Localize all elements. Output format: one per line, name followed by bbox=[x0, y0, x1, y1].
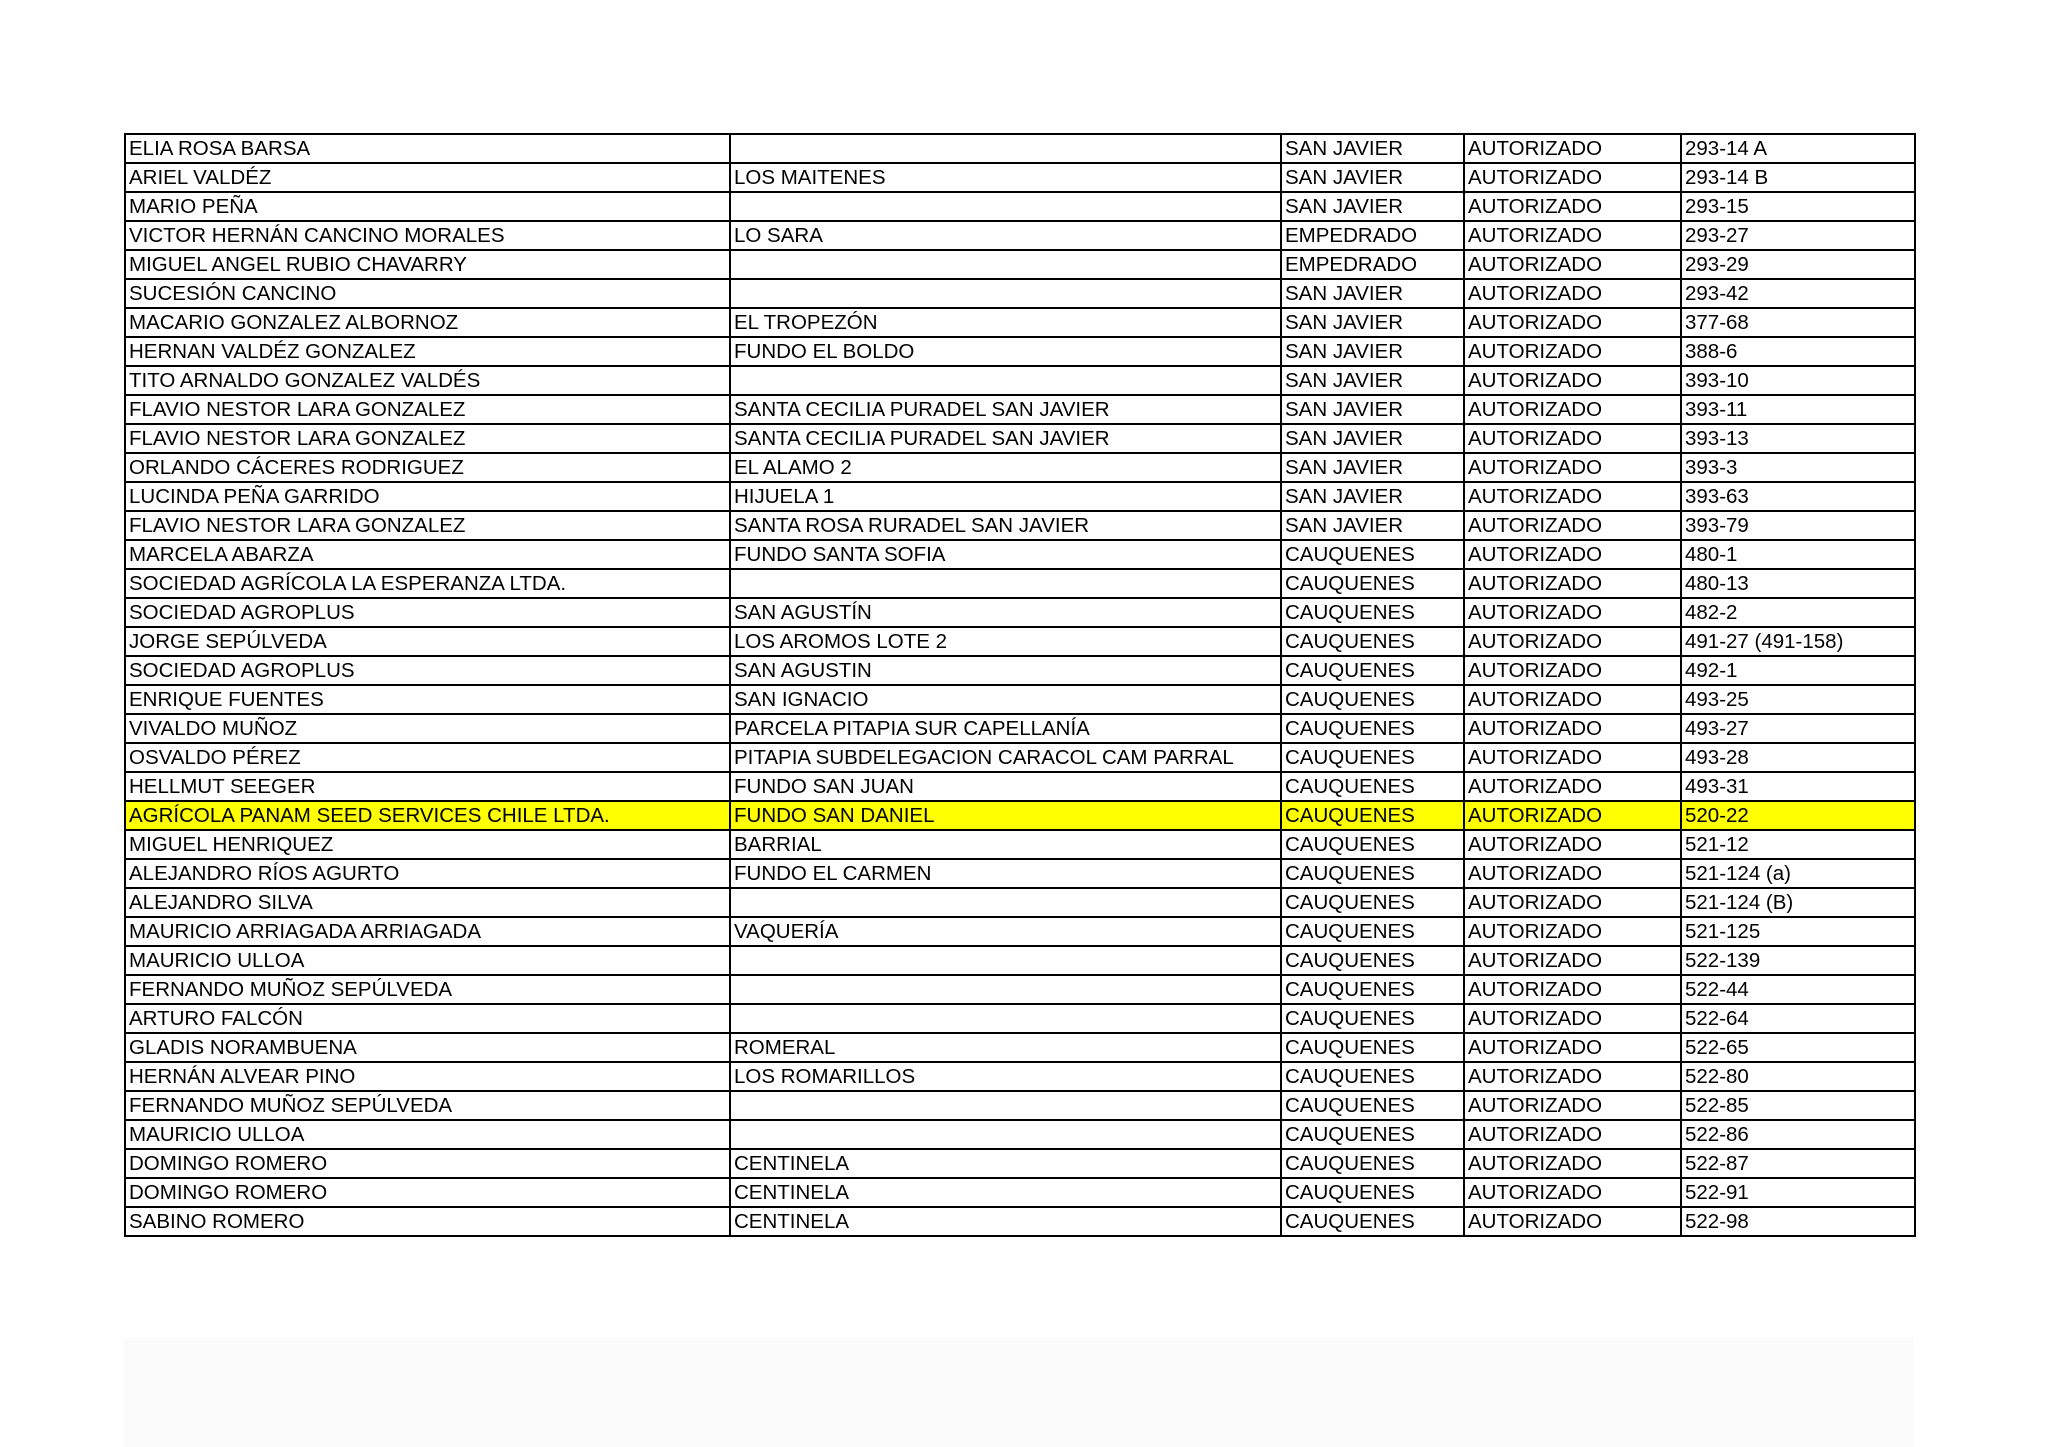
property-name-cell: VAQUERÍA bbox=[730, 917, 1281, 946]
commune-cell: CAUQUENES bbox=[1281, 1120, 1464, 1149]
owner-name-cell: DOMINGO ROMERO bbox=[125, 1149, 730, 1178]
table-row bbox=[125, 656, 1915, 685]
commune-cell: CAUQUENES bbox=[1281, 1178, 1464, 1207]
status-cell: AUTORIZADO bbox=[1464, 134, 1681, 163]
registry-table bbox=[124, 133, 1916, 1237]
owner-name-cell: DOMINGO ROMERO bbox=[125, 1178, 730, 1207]
status-cell: AUTORIZADO bbox=[1464, 1062, 1681, 1091]
owner-name-cell: VIVALDO MUÑOZ bbox=[125, 714, 730, 743]
status-cell: AUTORIZADO bbox=[1464, 975, 1681, 1004]
table-row bbox=[125, 221, 1915, 250]
status-cell: AUTORIZADO bbox=[1464, 656, 1681, 685]
status-cell: AUTORIZADO bbox=[1464, 801, 1681, 830]
commune-cell: CAUQUENES bbox=[1281, 1149, 1464, 1178]
commune-cell: CAUQUENES bbox=[1281, 1033, 1464, 1062]
table-row bbox=[125, 888, 1915, 917]
owner-name-cell: JORGE SEPÚLVEDA bbox=[125, 627, 730, 656]
status-cell: AUTORIZADO bbox=[1464, 685, 1681, 714]
table-row bbox=[125, 685, 1915, 714]
commune-cell: CAUQUENES bbox=[1281, 946, 1464, 975]
property-name-cell: SAN AGUSTÍN bbox=[730, 598, 1281, 627]
table-row bbox=[125, 598, 1915, 627]
record-id-cell: 480-13 bbox=[1681, 569, 1915, 598]
record-id-cell: 493-27 bbox=[1681, 714, 1915, 743]
table-row bbox=[125, 192, 1915, 221]
property-name-cell: CENTINELA bbox=[730, 1149, 1281, 1178]
status-cell: AUTORIZADO bbox=[1464, 627, 1681, 656]
property-name-cell bbox=[730, 192, 1281, 221]
commune-cell: CAUQUENES bbox=[1281, 975, 1464, 1004]
commune-cell: EMPEDRADO bbox=[1281, 221, 1464, 250]
property-name-cell: EL TROPEZÓN bbox=[730, 308, 1281, 337]
property-name-cell: ROMERAL bbox=[730, 1033, 1281, 1062]
status-cell: AUTORIZADO bbox=[1464, 598, 1681, 627]
property-name-cell: PARCELA PITAPIA SUR CAPELLANÍA bbox=[730, 714, 1281, 743]
status-cell: AUTORIZADO bbox=[1464, 830, 1681, 859]
commune-cell: CAUQUENES bbox=[1281, 830, 1464, 859]
commune-cell: SAN JAVIER bbox=[1281, 424, 1464, 453]
table-row bbox=[125, 1178, 1915, 1207]
commune-cell: CAUQUENES bbox=[1281, 1004, 1464, 1033]
record-id-cell: 522-86 bbox=[1681, 1120, 1915, 1149]
table-row bbox=[125, 1149, 1915, 1178]
commune-cell: SAN JAVIER bbox=[1281, 134, 1464, 163]
record-id-cell: 522-65 bbox=[1681, 1033, 1915, 1062]
record-id-cell: 493-25 bbox=[1681, 685, 1915, 714]
status-cell: AUTORIZADO bbox=[1464, 511, 1681, 540]
status-cell: AUTORIZADO bbox=[1464, 743, 1681, 772]
table-row bbox=[125, 859, 1915, 888]
owner-name-cell: MIGUEL ANGEL RUBIO CHAVARRY bbox=[125, 250, 730, 279]
table-row bbox=[125, 337, 1915, 366]
status-cell: AUTORIZADO bbox=[1464, 250, 1681, 279]
commune-cell: CAUQUENES bbox=[1281, 598, 1464, 627]
owner-name-cell: AGRÍCOLA PANAM SEED SERVICES CHILE LTDA. bbox=[125, 801, 730, 830]
property-name-cell: BARRIAL bbox=[730, 830, 1281, 859]
page-bottom-shade bbox=[124, 1337, 1914, 1447]
record-id-cell: 393-3 bbox=[1681, 453, 1915, 482]
property-name-cell bbox=[730, 1091, 1281, 1120]
status-cell: AUTORIZADO bbox=[1464, 482, 1681, 511]
property-name-cell: LOS AROMOS LOTE 2 bbox=[730, 627, 1281, 656]
owner-name-cell: MARIO PEÑA bbox=[125, 192, 730, 221]
record-id-cell: 522-64 bbox=[1681, 1004, 1915, 1033]
owner-name-cell: HELLMUT SEEGER bbox=[125, 772, 730, 801]
table-row bbox=[125, 1120, 1915, 1149]
commune-cell: CAUQUENES bbox=[1281, 801, 1464, 830]
table-row bbox=[125, 279, 1915, 308]
status-cell: AUTORIZADO bbox=[1464, 279, 1681, 308]
owner-name-cell: LUCINDA PEÑA GARRIDO bbox=[125, 482, 730, 511]
property-name-cell: SANTA CECILIA PURADEL SAN JAVIER bbox=[730, 424, 1281, 453]
owner-name-cell: FERNANDO MUÑOZ SEPÚLVEDA bbox=[125, 975, 730, 1004]
commune-cell: SAN JAVIER bbox=[1281, 395, 1464, 424]
table-row bbox=[125, 1091, 1915, 1120]
record-id-cell: 493-28 bbox=[1681, 743, 1915, 772]
property-name-cell: FUNDO SANTA SOFIA bbox=[730, 540, 1281, 569]
owner-name-cell: MARCELA ABARZA bbox=[125, 540, 730, 569]
property-name-cell bbox=[730, 134, 1281, 163]
table-row bbox=[125, 250, 1915, 279]
table-row bbox=[125, 1033, 1915, 1062]
table-row bbox=[125, 511, 1915, 540]
record-id-cell: 493-31 bbox=[1681, 772, 1915, 801]
owner-name-cell: MAURICIO ULLOA bbox=[125, 946, 730, 975]
record-id-cell: 393-63 bbox=[1681, 482, 1915, 511]
table-row bbox=[125, 569, 1915, 598]
status-cell: AUTORIZADO bbox=[1464, 163, 1681, 192]
owner-name-cell: MAURICIO ULLOA bbox=[125, 1120, 730, 1149]
table-row bbox=[125, 830, 1915, 859]
property-name-cell: FUNDO SAN DANIEL bbox=[730, 801, 1281, 830]
property-name-cell: FUNDO EL BOLDO bbox=[730, 337, 1281, 366]
table-row bbox=[125, 714, 1915, 743]
owner-name-cell: FLAVIO NESTOR LARA GONZALEZ bbox=[125, 511, 730, 540]
commune-cell: CAUQUENES bbox=[1281, 917, 1464, 946]
property-name-cell bbox=[730, 1004, 1281, 1033]
owner-name-cell: MACARIO GONZALEZ ALBORNOZ bbox=[125, 308, 730, 337]
record-id-cell: 521-12 bbox=[1681, 830, 1915, 859]
table-row bbox=[125, 1004, 1915, 1033]
commune-cell: CAUQUENES bbox=[1281, 627, 1464, 656]
status-cell: AUTORIZADO bbox=[1464, 1120, 1681, 1149]
owner-name-cell: FLAVIO NESTOR LARA GONZALEZ bbox=[125, 424, 730, 453]
owner-name-cell: FERNANDO MUÑOZ SEPÚLVEDA bbox=[125, 1091, 730, 1120]
commune-cell: SAN JAVIER bbox=[1281, 453, 1464, 482]
record-id-cell: 482-2 bbox=[1681, 598, 1915, 627]
status-cell: AUTORIZADO bbox=[1464, 1207, 1681, 1236]
owner-name-cell: ELIA ROSA BARSA bbox=[125, 134, 730, 163]
table-row bbox=[125, 395, 1915, 424]
property-name-cell bbox=[730, 569, 1281, 598]
table-row bbox=[125, 163, 1915, 192]
highlighted-table-row bbox=[125, 801, 1915, 830]
owner-name-cell: MAURICIO ARRIAGADA ARRIAGADA bbox=[125, 917, 730, 946]
table-row bbox=[125, 134, 1915, 163]
commune-cell: SAN JAVIER bbox=[1281, 366, 1464, 395]
record-id-cell: 293-14 A bbox=[1681, 134, 1915, 163]
owner-name-cell: SABINO ROMERO bbox=[125, 1207, 730, 1236]
status-cell: AUTORIZADO bbox=[1464, 1091, 1681, 1120]
table-row bbox=[125, 917, 1915, 946]
property-name-cell: LO SARA bbox=[730, 221, 1281, 250]
owner-name-cell: ALEJANDRO SILVA bbox=[125, 888, 730, 917]
property-name-cell: FUNDO SAN JUAN bbox=[730, 772, 1281, 801]
record-id-cell: 521-125 bbox=[1681, 917, 1915, 946]
commune-cell: SAN JAVIER bbox=[1281, 163, 1464, 192]
record-id-cell: 522-85 bbox=[1681, 1091, 1915, 1120]
owner-name-cell: ALEJANDRO RÍOS AGURTO bbox=[125, 859, 730, 888]
owner-name-cell: ENRIQUE FUENTES bbox=[125, 685, 730, 714]
property-name-cell bbox=[730, 1120, 1281, 1149]
status-cell: AUTORIZADO bbox=[1464, 1149, 1681, 1178]
property-name-cell: FUNDO EL CARMEN bbox=[730, 859, 1281, 888]
status-cell: AUTORIZADO bbox=[1464, 192, 1681, 221]
table-row bbox=[125, 772, 1915, 801]
record-id-cell: 388-6 bbox=[1681, 337, 1915, 366]
registry-table-body bbox=[125, 134, 1915, 1236]
record-id-cell: 293-14 B bbox=[1681, 163, 1915, 192]
record-id-cell: 393-10 bbox=[1681, 366, 1915, 395]
status-cell: AUTORIZADO bbox=[1464, 453, 1681, 482]
table-row bbox=[125, 308, 1915, 337]
status-cell: AUTORIZADO bbox=[1464, 917, 1681, 946]
table-row bbox=[125, 366, 1915, 395]
status-cell: AUTORIZADO bbox=[1464, 424, 1681, 453]
owner-name-cell: HERNAN VALDÉZ GONZALEZ bbox=[125, 337, 730, 366]
commune-cell: CAUQUENES bbox=[1281, 685, 1464, 714]
table-row bbox=[125, 540, 1915, 569]
table-row bbox=[125, 453, 1915, 482]
record-id-cell: 522-44 bbox=[1681, 975, 1915, 1004]
record-id-cell: 293-27 bbox=[1681, 221, 1915, 250]
commune-cell: SAN JAVIER bbox=[1281, 279, 1464, 308]
property-name-cell: HIJUELA 1 bbox=[730, 482, 1281, 511]
property-name-cell: LOS MAITENES bbox=[730, 163, 1281, 192]
record-id-cell: 293-15 bbox=[1681, 192, 1915, 221]
commune-cell: CAUQUENES bbox=[1281, 743, 1464, 772]
status-cell: AUTORIZADO bbox=[1464, 337, 1681, 366]
table-row bbox=[125, 482, 1915, 511]
commune-cell: CAUQUENES bbox=[1281, 1062, 1464, 1091]
owner-name-cell: FLAVIO NESTOR LARA GONZALEZ bbox=[125, 395, 730, 424]
owner-name-cell: SOCIEDAD AGROPLUS bbox=[125, 656, 730, 685]
status-cell: AUTORIZADO bbox=[1464, 221, 1681, 250]
commune-cell: CAUQUENES bbox=[1281, 714, 1464, 743]
property-name-cell: LOS ROMARILLOS bbox=[730, 1062, 1281, 1091]
owner-name-cell: MIGUEL HENRIQUEZ bbox=[125, 830, 730, 859]
record-id-cell: 293-42 bbox=[1681, 279, 1915, 308]
record-id-cell: 491-27 (491-158) bbox=[1681, 627, 1915, 656]
owner-name-cell: ORLANDO CÁCERES RODRIGUEZ bbox=[125, 453, 730, 482]
property-name-cell bbox=[730, 279, 1281, 308]
commune-cell: SAN JAVIER bbox=[1281, 511, 1464, 540]
property-name-cell bbox=[730, 250, 1281, 279]
commune-cell: CAUQUENES bbox=[1281, 772, 1464, 801]
owner-name-cell: TITO ARNALDO GONZALEZ VALDÉS bbox=[125, 366, 730, 395]
status-cell: AUTORIZADO bbox=[1464, 888, 1681, 917]
owner-name-cell: ARTURO FALCÓN bbox=[125, 1004, 730, 1033]
owner-name-cell: SOCIEDAD AGRÍCOLA LA ESPERANZA LTDA. bbox=[125, 569, 730, 598]
property-name-cell: CENTINELA bbox=[730, 1178, 1281, 1207]
record-id-cell: 492-1 bbox=[1681, 656, 1915, 685]
record-id-cell: 393-13 bbox=[1681, 424, 1915, 453]
record-id-cell: 393-11 bbox=[1681, 395, 1915, 424]
status-cell: AUTORIZADO bbox=[1464, 395, 1681, 424]
record-id-cell: 521-124 (a) bbox=[1681, 859, 1915, 888]
commune-cell: CAUQUENES bbox=[1281, 569, 1464, 598]
owner-name-cell: HERNÁN ALVEAR PINO bbox=[125, 1062, 730, 1091]
record-id-cell: 480-1 bbox=[1681, 540, 1915, 569]
status-cell: AUTORIZADO bbox=[1464, 308, 1681, 337]
owner-name-cell: ARIEL VALDÉZ bbox=[125, 163, 730, 192]
record-id-cell: 521-124 (B) bbox=[1681, 888, 1915, 917]
commune-cell: SAN JAVIER bbox=[1281, 337, 1464, 366]
record-id-cell: 522-98 bbox=[1681, 1207, 1915, 1236]
owner-name-cell: GLADIS NORAMBUENA bbox=[125, 1033, 730, 1062]
commune-cell: CAUQUENES bbox=[1281, 1207, 1464, 1236]
table-row bbox=[125, 1207, 1915, 1236]
record-id-cell: 393-79 bbox=[1681, 511, 1915, 540]
status-cell: AUTORIZADO bbox=[1464, 1178, 1681, 1207]
commune-cell: SAN JAVIER bbox=[1281, 482, 1464, 511]
table-row bbox=[125, 424, 1915, 453]
property-name-cell bbox=[730, 366, 1281, 395]
property-name-cell: EL ALAMO 2 bbox=[730, 453, 1281, 482]
property-name-cell bbox=[730, 888, 1281, 917]
status-cell: AUTORIZADO bbox=[1464, 772, 1681, 801]
commune-cell: CAUQUENES bbox=[1281, 859, 1464, 888]
table-row bbox=[125, 743, 1915, 772]
owner-name-cell: SOCIEDAD AGROPLUS bbox=[125, 598, 730, 627]
commune-cell: EMPEDRADO bbox=[1281, 250, 1464, 279]
property-name-cell bbox=[730, 946, 1281, 975]
record-id-cell: 377-68 bbox=[1681, 308, 1915, 337]
commune-cell: CAUQUENES bbox=[1281, 540, 1464, 569]
property-name-cell: SANTA CECILIA PURADEL SAN JAVIER bbox=[730, 395, 1281, 424]
commune-cell: CAUQUENES bbox=[1281, 656, 1464, 685]
commune-cell: CAUQUENES bbox=[1281, 1091, 1464, 1120]
commune-cell: CAUQUENES bbox=[1281, 888, 1464, 917]
record-id-cell: 522-87 bbox=[1681, 1149, 1915, 1178]
record-id-cell: 522-139 bbox=[1681, 946, 1915, 975]
status-cell: AUTORIZADO bbox=[1464, 946, 1681, 975]
status-cell: AUTORIZADO bbox=[1464, 714, 1681, 743]
commune-cell: SAN JAVIER bbox=[1281, 308, 1464, 337]
record-id-cell: 520-22 bbox=[1681, 801, 1915, 830]
table-row bbox=[125, 946, 1915, 975]
table-row bbox=[125, 1062, 1915, 1091]
commune-cell: SAN JAVIER bbox=[1281, 192, 1464, 221]
status-cell: AUTORIZADO bbox=[1464, 540, 1681, 569]
owner-name-cell: OSVALDO PÉREZ bbox=[125, 743, 730, 772]
owner-name-cell: SUCESIÓN CANCINO bbox=[125, 279, 730, 308]
status-cell: AUTORIZADO bbox=[1464, 859, 1681, 888]
record-id-cell: 293-29 bbox=[1681, 250, 1915, 279]
property-name-cell: PITAPIA SUBDELEGACION CARACOL CAM PARRAL bbox=[730, 743, 1281, 772]
property-name-cell: SAN AGUSTIN bbox=[730, 656, 1281, 685]
property-name-cell: SAN IGNACIO bbox=[730, 685, 1281, 714]
owner-name-cell: VICTOR HERNÁN CANCINO MORALES bbox=[125, 221, 730, 250]
status-cell: AUTORIZADO bbox=[1464, 1004, 1681, 1033]
property-name-cell: CENTINELA bbox=[730, 1207, 1281, 1236]
property-name-cell: SANTA ROSA RURADEL SAN JAVIER bbox=[730, 511, 1281, 540]
table-row bbox=[125, 975, 1915, 1004]
status-cell: AUTORIZADO bbox=[1464, 366, 1681, 395]
record-id-cell: 522-91 bbox=[1681, 1178, 1915, 1207]
status-cell: AUTORIZADO bbox=[1464, 1033, 1681, 1062]
status-cell: AUTORIZADO bbox=[1464, 569, 1681, 598]
table-row bbox=[125, 627, 1915, 656]
record-id-cell: 522-80 bbox=[1681, 1062, 1915, 1091]
property-name-cell bbox=[730, 975, 1281, 1004]
